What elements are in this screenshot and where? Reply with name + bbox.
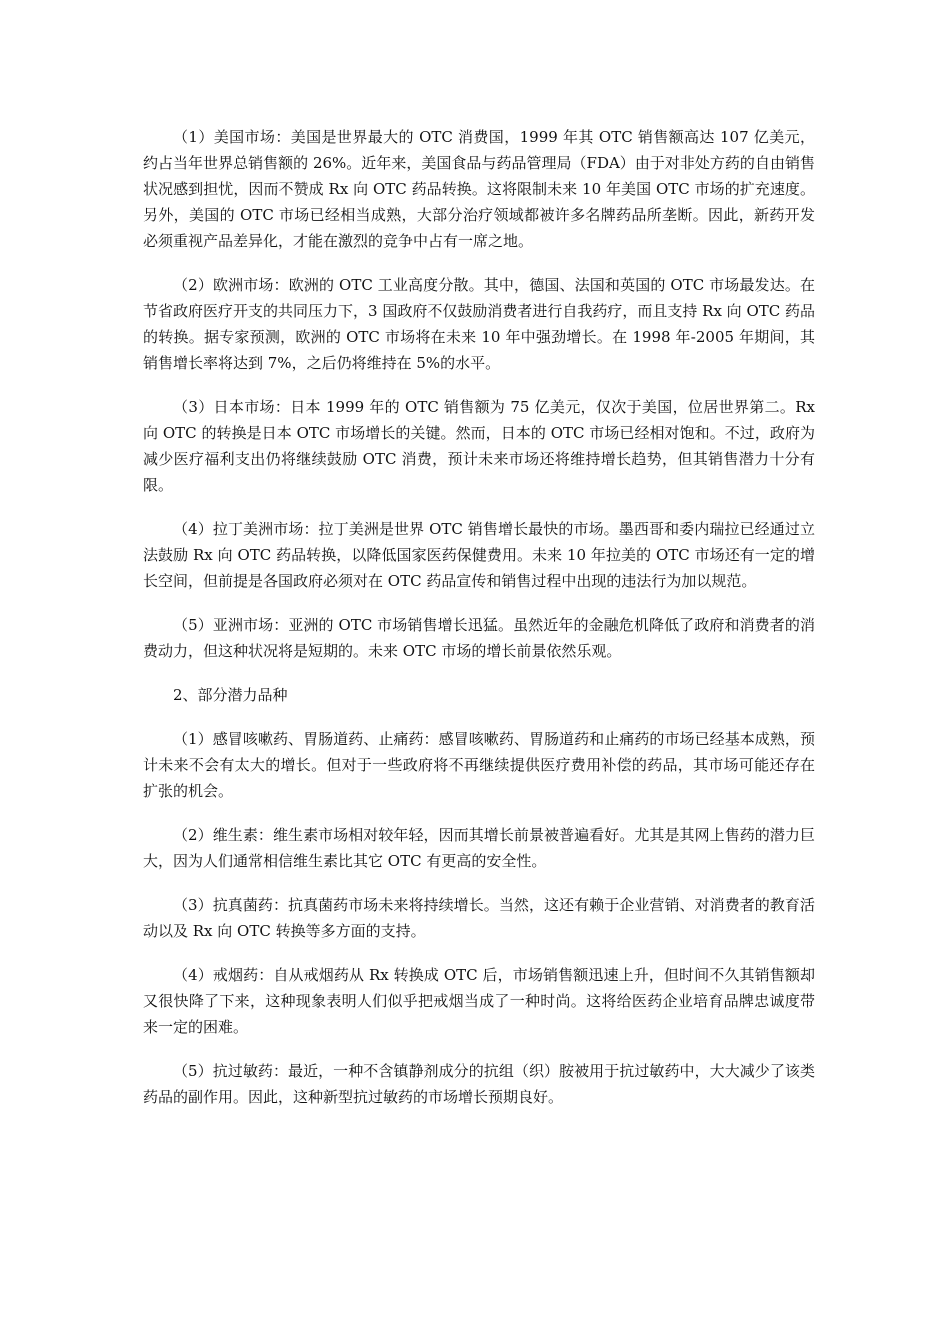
paragraph-antiallergics: （5）抗过敏药：最近，一种不含镇静剂成分的抗组（织）胺被用于抗过敏药中，大大减少了该类药品的副作用。因此，这种新型抗过敏药的市场增长预期良好。 (143, 1062, 815, 1106)
paragraph-vitamins: （2）维生素：维生素市场相对较年轻，因而其增长前景被普遍看好。尤其是其网上售药的潜力巨大，因为人们通常相信维生素比其它 OTC 有更高的安全性。 (143, 826, 815, 870)
paragraph-us-market: （1）美国市场：美国是世界最大的 OTC 消费国，1999 年其 OTC 销售额高达 107 亿美元，约占当年世界总销售额的 26%。近年来，美国食品与药品管理局（FDA）由于对非处方药的自由销售状况感到担忧，因而不赞成 Rx 向 OTC 药品转换。这将限制未来 10 年美国 OTC 市场的扩充速度。另外，美国的 OTC 市场已经相当成熟，大部分治疗领域都被许多名牌药品所垄断。因此，新药开发必须重视产品差异化，才能在激烈的竞争中占有一席之地。 (143, 128, 815, 250)
paragraph-latin-america-market: （4）拉丁美洲市场：拉丁美洲是世界 OTC 销售增长最快的市场。墨西哥和委内瑞拉已经通过立法鼓励 Rx 向 OTC 药品转换，以降低国家医药保健费用。未来 10 年拉美的 OTC 市场还有一定的增长空间，但前提是各国政府必须对在 OTC 药品宣传和销售过程中出现的违法行为加以规范。 (143, 520, 815, 590)
paragraph-asia-market: （5）亚洲市场：亚洲的 OTC 市场销售增长迅猛。虽然近年的金融危机降低了政府和消费者的消费动力，但这种状况将是短期的。未来 OTC 市场的增长前景依然乐观。 (143, 616, 815, 660)
paragraph-antifungals: （3）抗真菌药：抗真菌药市场未来将持续增长。当然，这还有赖于企业营销、对消费者的教育活动以及 Rx 向 OTC 转换等多方面的支持。 (143, 896, 815, 940)
paragraph-japan-market: （3）日本市场：日本 1999 年的 OTC 销售额为 75 亿美元，仅次于美国，位居世界第二。Rx 向 OTC 的转换是日本 OTC 市场增长的关键。然而，日本的 OTC 市场已经相对饱和。不过，政府为减少医疗福利支出仍将继续鼓励 OTC 消费，预计未来市场还将维持增长趋势，但其销售潜力十分有限。 (143, 398, 815, 494)
paragraph-europe-market: （2）欧洲市场：欧洲的 OTC 工业高度分散。其中，德国、法国和英国的 OTC 市场最发达。在节省政府医疗开支的共同压力下，3 国政府不仅鼓励消费者进行自我药疗，而且支持 Rx 向 OTC 药品的转换。据专家预测，欧洲的 OTC 市场将在未来 10 年中强劲增长。在 1998 年-2005 年期间，其销售增长率将达到 7%，之后仍将维持在 5%的水平。 (143, 276, 815, 372)
paragraph-smoking-cessation: （4）戒烟药：自从戒烟药从 Rx 转换成 OTC 后，市场销售额迅速上升，但时间不久其销售额却又很快降了下来，这种现象表明人们似乎把戒烟当成了一种时尚。这将给医药企业培育品牌忠诚度带来一定的困难。 (143, 966, 815, 1036)
document-body (143, 124, 815, 1128)
paragraph-cold-cough-analgesics: （1）感冒咳嗽药、胃肠道药、止痛药：感冒咳嗽药、胃肠道药和止痛药的市场已经基本成熟，预计未来不会有太大的增长。但对于一些政府将不再继续提供医疗费用补偿的药品，其市场可能还存在扩张的机会。 (143, 730, 815, 800)
section-heading: 2、部分潜力品种 (173, 686, 288, 704)
